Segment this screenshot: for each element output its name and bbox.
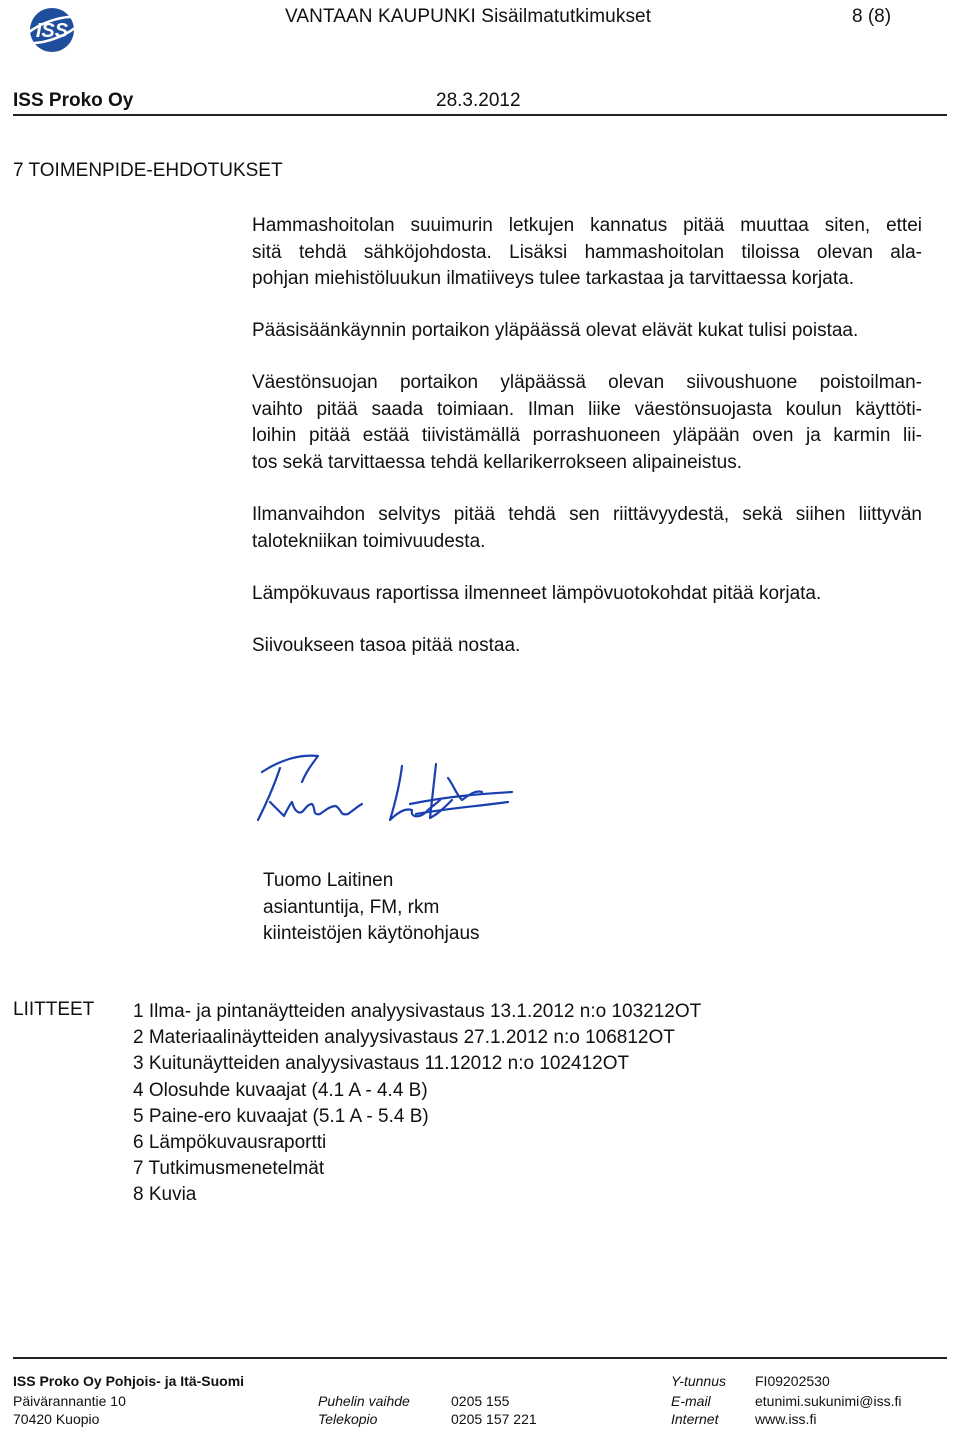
attachment-item: 5 Paine-ero kuvaajat (5.1 A - 5.4 B) [133,1105,429,1127]
attachment-item: 2 Materiaalinäytteiden analyysivastaus 27.1.2012 n:o 106812OT [133,1027,675,1049]
footer-ytunnus: FI09202530 [755,1373,830,1389]
logo-text: ISS [35,20,69,42]
paragraph-line: sitä tehdä sähköjohdosta. Lisäksi hammashoitolan tiloissa olevan ala- [252,241,922,263]
paragraph-line: Väestönsuojan portaikon yläpäässä olevan siivoushuone poistoilman- [252,372,922,393]
paragraph-3 [252,370,922,476]
paragraph-line: tos sekä tarvittaessa tehdä kellarikerrokseen alipaineistus. [252,451,743,473]
paragraph-line: Lämpökuvaus raportissa ilmenneet lämpövuotokohdat pitää korjata. [252,583,822,604]
document-title: VANTAAN KAUPUNKI Sisäilmatutkimukset [285,6,652,27]
attachment-item: 3 Kuitunäytteiden analyysivastaus 11.12012 n:o 102412OT [133,1053,630,1075]
footer-divider [13,1357,947,1359]
paragraph-5 [252,581,922,608]
footer-address-street: Päivärannantie 10 [13,1393,126,1409]
paragraph-line: talotekniikan toimivuudesta. [252,530,486,552]
company-name: ISS Proko Oy [13,90,134,111]
signer-block [263,868,480,948]
footer-email-label: E-mail [671,1393,711,1409]
paragraph-line: pohjan miehistöluukun ilmatiiveys tulee tarkastaa ja tarvittaessa korjata. [252,268,854,289]
paragraph-4 [252,502,922,555]
paragraph-line: loihin pitää estää tiivistämällä porrashuoneen yläpään oven ja karmin lii- [252,425,922,446]
attachments-list [133,999,701,1209]
paragraph-line: Hammashoitolan suuimurin letkujen kannatus pitää muuttaa siten, ettei [252,215,922,236]
attachment-item: 4 Olosuhde kuvaajat (4.1 A - 4.4 B) [133,1079,428,1101]
attachment-item: 6 Lämpökuvausraportti [133,1132,327,1154]
report-date: 28.3.2012 [436,90,521,111]
paragraph-line: Siivoukseen tasoa pitää nostaa. [252,635,521,656]
footer-phone-label: Puhelin vaihde [318,1393,410,1409]
signer-role: kiinteistöjen käytönohjaus [263,923,480,944]
footer-internet-label: Internet [671,1411,719,1427]
handwritten-signature [240,742,520,832]
paragraph-line: Ilmanvaihdon selvitys pitää tehdä sen riittävyydestä, sekä siihen liittyvän [252,504,922,525]
signer-title: asiantuntija, FM, rkm [263,896,440,918]
attachments-label: LIITTEET [13,999,95,1020]
iss-logo [22,6,82,54]
attachment-item: 7 Tutkimusmenetelmät [133,1158,325,1180]
footer-fax: 0205 157 221 [451,1411,537,1427]
footer-phone: 0205 155 [451,1393,510,1409]
paragraph-6 [252,633,922,660]
signer-name: Tuomo Laitinen [263,870,394,891]
footer-internet: www.iss.fi [755,1411,817,1427]
attachment-item: 1 Ilma- ja pintanäytteiden analyysivastaus 13.1.2012 n:o 103212OT [133,1001,702,1022]
footer-address-city: 70420 Kuopio [13,1411,100,1427]
section-title: 7 TOIMENPIDE-EHDOTUKSET [13,160,283,181]
paragraph-line: Pääsisäänkäynnin portaikon yläpäässä olevat elävät kukat tulisi poistaa. [252,320,859,341]
footer-email: etunimi.sukunimi@iss.fi [755,1393,902,1409]
paragraph-2 [252,318,922,345]
header-divider [13,114,947,116]
attachment-item: 8 Kuvia [133,1184,197,1206]
footer-company: ISS Proko Oy Pohjois- ja Itä-Suomi [13,1373,245,1389]
paragraph-line: vaihto pitää saada toimiaan. Ilman liike väestönsuojasta koulun käyttöti- [252,398,922,420]
page-number: 8 (8) [852,6,892,27]
footer-fax-label: Telekopio [318,1411,378,1427]
footer-ytunnus-label: Y-tunnus [671,1373,726,1389]
paragraph-1 [252,213,922,293]
